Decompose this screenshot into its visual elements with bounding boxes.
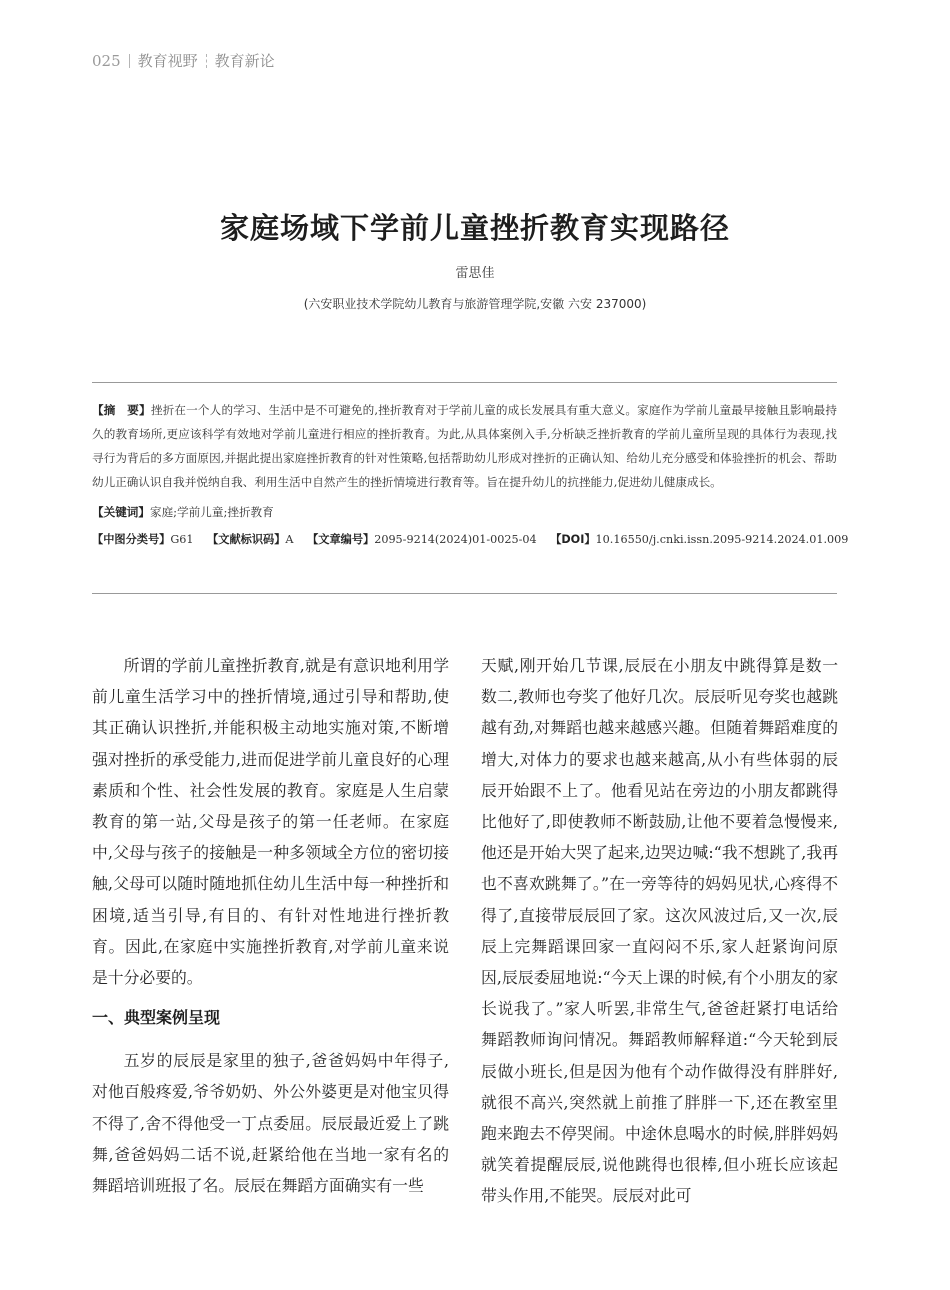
case-paragraph-continued: 天赋,刚开始几节课,辰辰在小朋友中跳得算是数一数二,教师也夸奖了他好几次。辰辰听见夸奖也越跳越有劲,对舞蹈也越来越感兴趣。但随着舞蹈难度的增大,对体力的要求也越来越高,从小有些体弱的辰辰开始跟不上了。他看见站在旁边的小朋友都跳得比他好了,即使教师不断鼓励,让他不要着急慢慢来,他还是开始大哭了起来,边哭边喊:“我不想跳了,我再也不喜欢跳舞了。”在一旁等待的妈妈见状,心疼得不得了,直接带辰辰回了家。这次风波过后,又一次,辰辰上完舞蹈课回家一直闷闷不乐,家人赶紧询问原因,辰辰委屈地说:“今天上课的时候,有个小朋友的家长说我了。”家人听罢,非常生气,爸爸赶紧打电话给舞蹈教师询问情况。舞蹈教师解释道:“今天轮到辰辰做小班长,但是因为他有个动作做得没有胖胖好,就很不高兴,突然就上前推了胖胖一下,还在教室里跑来跑去不停哭闹。中途休息喝水的时候,胖胖妈妈就笑着提醒辰辰,说他跳得也很棒,但小班长应该起带头作用,不能哭。辰辰对此可 [481,656,838,1206]
page-number: 025 [92,51,121,70]
intro-paragraph: 所谓的学前儿童挫折教育,就是有意识地利用学前儿童生活学习中的挫折情境,通过引导和帮助,使其正确认识挫折,并能积极主动地实施对策,不断增强对挫折的承受能力,进而促进学前儿童良好的心理素质和个性、社会性发展的教育。家庭是人生启蒙教育的第一站,父母是孩子的第一任老师。在家庭中,父母与孩子的接触是一种多领域全方位的密切接触,父母可以随时随地抓住幼儿生活中每一种挫折和困境,适当引导,有目的、有针对性地进行挫折教育。因此,在家庭中实施挫折教育,对学前儿童来说是十分必要的。 [92,656,449,988]
header-dotted-divider [206,54,207,68]
abstract-label: 【摘 要】 [92,403,151,417]
article-author: 雷思佳 [455,266,495,281]
header-divider [129,54,130,68]
doi-value: 10.16550/j.cnki.issn.2095-9214.2024.01.009 [595,533,849,546]
clc-label: 【中图分类号】 [92,533,171,546]
abstract-text: 挫折在一个人的学习、生活中是不可避免的,挫折教育对于学前儿童的成长发展具有重大意义。家庭作为学前儿童最早接触且影响最持久的教育场所,更应该科学有效地对学前儿童进行相应的挫折教育。为此,从具体案例入手,分析缺乏挫折教育的学前儿童所呈现的具体行为表现,找寻行为背后的多方面原因,并据此提出家庭挫折教育的针对性策略,包括帮助幼儿形成对挫折的正确认知、给幼儿充分感受和体验挫折的机会、帮助幼儿正确认识自我并悦纳自我、利用生活中自然产生的挫折情境进行教育等。旨在提升幼儿的抗挫能力,促进幼儿健康成长。 [92,403,837,489]
running-header [92,50,275,71]
keywords-label: 【关键词】 [92,505,150,519]
doc-code-value: A [285,533,294,546]
body-column-right [481,650,838,1212]
header-section: 教育视野 [137,52,198,70]
case-paragraph: 五岁的辰辰是家里的独子,爸爸妈妈中年得子,对他百般疼爱,爷爷奶奶、外公外婆更是对他宝贝得不得了,舍不得他受一丁点委屈。辰辰最近爱上了跳舞,爸爸妈妈二话不说,赶紧给他在当地一家有名的舞蹈培训班报了名。辰辰在舞蹈方面确实有一些 [92,1051,449,1196]
doc-code-label: 【文献标识码】 [207,533,286,546]
clc-value: G61 [170,533,194,546]
header-subsection: 教育新论 [214,52,275,70]
keywords-text: 家庭;学前儿童;挫折教育 [149,505,274,519]
article-affiliation: (六安职业技术学院幼儿教育与旅游管理学院,安徽 六安 237000) [303,297,647,311]
classification-line [92,528,849,552]
top-rule [92,382,837,383]
bottom-rule [92,593,837,594]
abstract-block [92,398,849,552]
body-column-left [92,650,449,1201]
section-heading: 一、典型案例呈现 [92,1008,221,1028]
abstract [92,398,837,494]
doi-label: 【DOI】 [550,533,596,546]
article-no-value: 2095-9214(2024)01-0025-04 [374,533,537,546]
article-title: 家庭场域下学前儿童挫折教育实现路径 [219,211,730,245]
keywords [92,500,837,524]
article-no-label: 【文章编号】 [307,533,375,546]
